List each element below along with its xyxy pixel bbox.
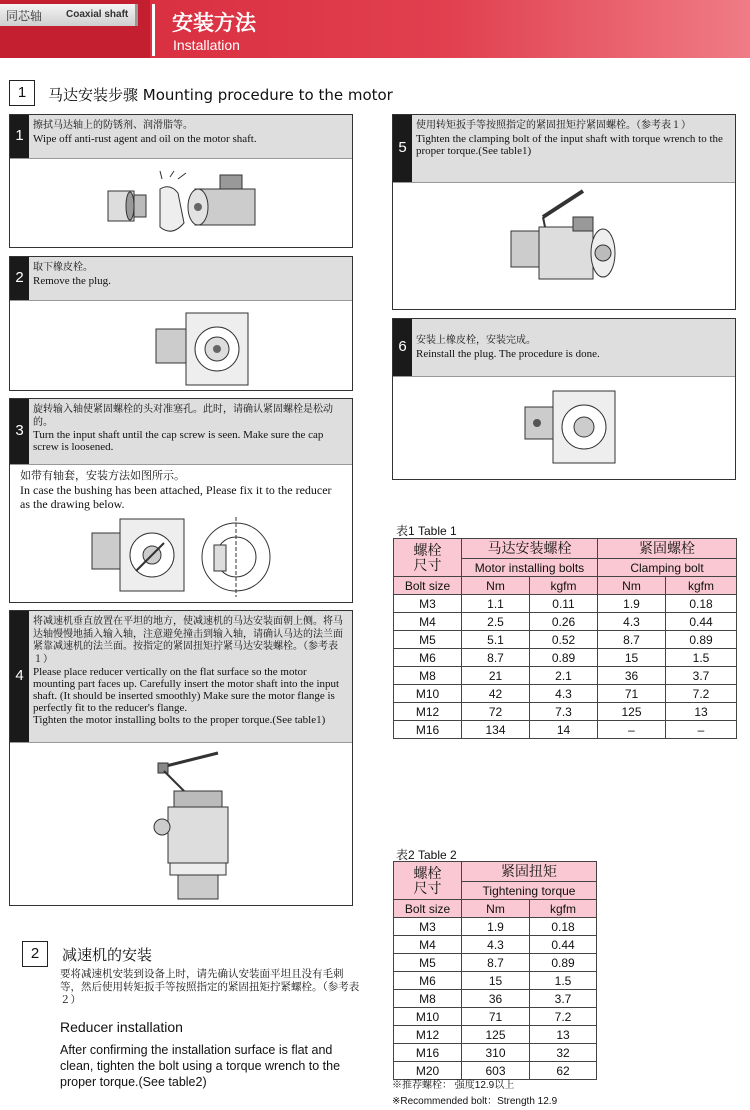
step-5-text-en: Tighten the clamping bolt of the input shaft with torque wrench to the proper torque.(See table1) bbox=[416, 132, 723, 157]
table2-header-bolt: 螺栓 尺寸 bbox=[394, 862, 462, 900]
section2-text-cn: 要将减速机安装到设备上时，请先确认安装面平坦且没有毛刺等，然后使用转矩扳手等按照指定的紧固扭矩拧紧螺栓。（参考表２） bbox=[60, 968, 360, 1006]
torque-wrench-illustration bbox=[503, 187, 633, 305]
table1-unit-kgfm-2: kgfm bbox=[666, 577, 737, 595]
header-left-block bbox=[0, 0, 150, 58]
bushing-illustration bbox=[86, 515, 286, 599]
reinstall-plug-illustration bbox=[521, 385, 621, 473]
section2-title-en: Reducer installation bbox=[60, 1019, 183, 1035]
step-5-bar bbox=[393, 115, 735, 183]
step-6 bbox=[392, 318, 736, 480]
step-1-bar bbox=[10, 115, 352, 159]
table1-header-clamp-en: Clamping bolt bbox=[598, 559, 737, 577]
table-row: M12 125 13 bbox=[394, 1026, 597, 1044]
section2-title: 减速机的安装 bbox=[62, 946, 153, 964]
table-row: M3 1.1 0.11 1.9 0.18 bbox=[394, 595, 737, 613]
page-header bbox=[0, 0, 750, 58]
step-4-text-en: Please place reducer vertically on the flat surface so the motor mounting part faces up. Carefully insert the motor shaft into the input shaft. (It should be inserted smoothly) Make sure the motor flange is perfectly fit to the reducer's flange. bbox=[33, 666, 340, 714]
table2-unit-nm: Nm bbox=[462, 900, 530, 918]
table1-header-bolt-en: Bolt size bbox=[394, 577, 462, 595]
table2-header-torque-en: Tightening torque bbox=[462, 882, 597, 900]
page-title-cn: 安装方法 bbox=[172, 11, 256, 35]
table-row: M12 72 7.3 125 13 bbox=[394, 703, 737, 721]
table-row: M3 1.9 0.18 bbox=[394, 918, 597, 936]
table1-header-motor-cn: 马达安装螺栓 bbox=[462, 539, 598, 559]
step-5-text-cn: 使用转矩扳手等按照指定的紧固扭矩拧紧固螺栓。（参考表１） bbox=[416, 120, 691, 131]
page-title-en: Installation bbox=[173, 37, 240, 53]
table-row: M4 4.3 0.44 bbox=[394, 936, 597, 954]
table1-body bbox=[394, 595, 737, 739]
section1-title: 马达安装步骤 Mounting procedure to the motor bbox=[48, 86, 393, 104]
step-4-text-cn: 将减速机垂直放置在平坦的地方，使减速机的马达安装面朝上侧。将马达轴慢慢地插入输入轴，注意避免撞击到输入轴，请确认马达的法兰面紧靠减速机的法兰面。按指定的紧固扭矩拧紧马达安装螺栓。（参考表１） bbox=[33, 616, 343, 665]
step-2-bar bbox=[10, 257, 352, 301]
remove-plug-illustration bbox=[150, 309, 260, 389]
table1-header-bolt: 螺栓 尺寸 bbox=[394, 539, 462, 577]
table1-unit-nm: Nm bbox=[462, 577, 530, 595]
step-1-text-cn: 擦拭马达轴上的防锈剂、润滑脂等。 bbox=[33, 120, 193, 131]
step-2 bbox=[9, 256, 353, 391]
table-row: M10 42 4.3 71 7.2 bbox=[394, 685, 737, 703]
step-6-text-en: Reinstall the plug. The procedure is done. bbox=[416, 347, 600, 360]
step-6-bar bbox=[393, 319, 735, 377]
product-tab-en: Coaxial shaft bbox=[66, 9, 129, 20]
table-row: M4 2.5 0.26 4.3 0.44 bbox=[394, 613, 737, 631]
table2-header-torque-cn: 紧固扭矩 bbox=[462, 862, 597, 882]
step-4-text-en2: Tighten the motor installing bolts to the proper torque.(See table1) bbox=[33, 714, 326, 726]
table1-header-clamp-cn: 紧固螺栓 bbox=[598, 539, 737, 559]
step-5 bbox=[392, 114, 736, 310]
table1 bbox=[393, 538, 737, 739]
step-1-number: 1 bbox=[10, 115, 29, 158]
step-4-number: 4 bbox=[10, 611, 29, 742]
table-row: M6 8.7 0.89 15 1.5 bbox=[394, 649, 737, 667]
table1-unit-kgfm: kgfm bbox=[530, 577, 598, 595]
table-row: M10 71 7.2 bbox=[394, 1008, 597, 1026]
product-tab-cn: 同芯轴 bbox=[6, 9, 43, 23]
table1-header-motor-en: Motor installing bolts bbox=[462, 559, 598, 577]
step-3 bbox=[9, 398, 353, 603]
table2-note-en: ※Recommended bolt：Strength 12.9 bbox=[392, 1096, 558, 1107]
table2-unit-kgfm: kgfm bbox=[530, 900, 597, 918]
step-3-extra-cn: 如带有轴套，安装方法如图所示。 bbox=[20, 469, 185, 482]
table-row: M5 8.7 0.89 bbox=[394, 954, 597, 972]
wipe-motor-shaft-illustration bbox=[100, 169, 270, 245]
table-row: M16 134 14 – – bbox=[394, 721, 737, 739]
step-5-number: 5 bbox=[393, 115, 412, 182]
step-3-bushing-note bbox=[20, 469, 344, 511]
table-row: M8 21 2.1 36 3.7 bbox=[394, 667, 737, 685]
table-row: M8 36 3.7 bbox=[394, 990, 597, 1008]
step-3-number: 3 bbox=[10, 399, 29, 464]
table2-body bbox=[394, 918, 597, 1080]
step-1-text-en: Wipe off anti-rust agent and oil on the motor shaft. bbox=[33, 132, 257, 145]
table2-header-bolt-en: Bolt size bbox=[394, 900, 462, 918]
table-row: M20 603 62 bbox=[394, 1062, 597, 1080]
step-4 bbox=[9, 610, 353, 906]
table1-caption: 表1 Table 1 bbox=[396, 524, 457, 538]
step-2-text-cn: 取下橡皮栓。 bbox=[33, 262, 93, 273]
step-2-number: 2 bbox=[10, 257, 29, 300]
header-divider bbox=[152, 4, 155, 56]
step-6-text-cn: 安装上橡皮栓，安装完成。 bbox=[416, 335, 536, 346]
step-3-extra-en: In case the bushing has been attached, Please fix it to the reducer as the drawing below. bbox=[20, 483, 332, 511]
table-row: M16 310 32 bbox=[394, 1044, 597, 1062]
step-6-number: 6 bbox=[393, 319, 412, 376]
step-3-bar bbox=[10, 399, 352, 465]
step-1 bbox=[9, 114, 353, 248]
table2-caption: 表2 Table 2 bbox=[396, 848, 457, 862]
step-3-text-cn: 旋转输入轴使紧固螺栓的头对准塞孔。此时，请确认紧固螺栓是松动的。 bbox=[33, 404, 333, 428]
section1-number: 1 bbox=[9, 80, 35, 106]
table-row: M6 15 1.5 bbox=[394, 972, 597, 990]
step-3-text-en: Turn the input shaft until the cap screw is seen. Make sure the cap screw is loosened. bbox=[33, 429, 324, 453]
vertical-mounting-illustration bbox=[140, 749, 250, 903]
table-row: M5 5.1 0.52 8.7 0.89 bbox=[394, 631, 737, 649]
section2-number: 2 bbox=[22, 941, 48, 967]
step-4-bar bbox=[10, 611, 352, 743]
product-tab bbox=[0, 4, 138, 26]
table2 bbox=[393, 861, 597, 1080]
table1-unit-nm-2: Nm bbox=[598, 577, 666, 595]
table2-note-cn: ※推荐螺栓： 强度12.9以上 bbox=[392, 1080, 515, 1091]
section2-text-en: After confirming the installation surface is flat and clean, tighten the bolt using a torque wrench to the proper torque.(See table2) bbox=[60, 1043, 341, 1089]
step-2-text-en: Remove the plug. bbox=[33, 274, 111, 287]
